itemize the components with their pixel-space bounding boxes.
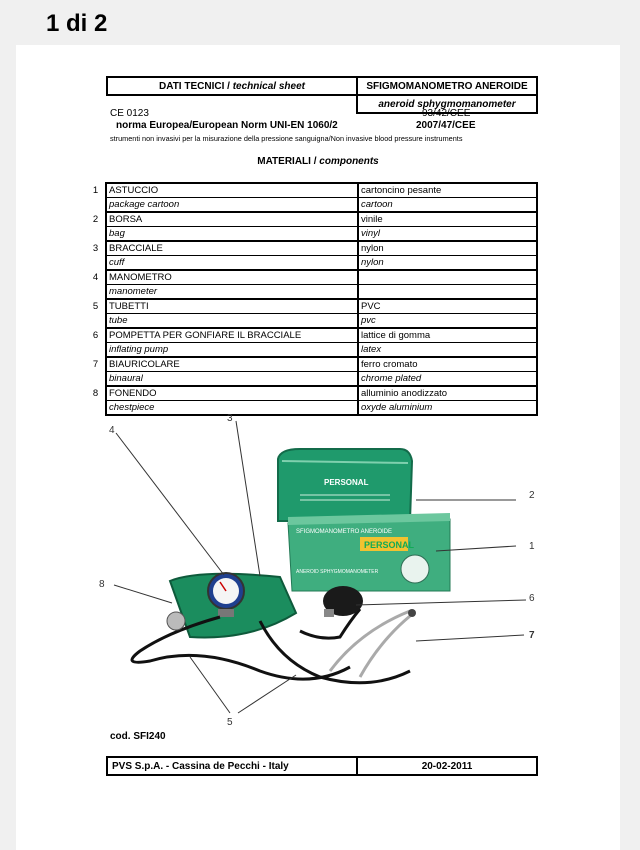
material-part-en: binaural xyxy=(106,372,358,387)
callout-6: 6 xyxy=(529,593,535,604)
material-number: 5 xyxy=(92,300,99,312)
material-part-it: TUBETTI xyxy=(106,299,358,314)
directive-1: 93/42/CEE xyxy=(422,108,471,119)
material-mat-en: latex xyxy=(358,343,537,358)
callout-lines xyxy=(16,45,620,850)
material-part-en: manometer xyxy=(106,285,358,300)
callout-3: 3 xyxy=(227,413,233,424)
material-mat-en: nylon xyxy=(358,256,537,271)
product-it: SFIGMOMANOMETRO ANEROIDE xyxy=(357,77,537,95)
product-en: aneroid sphygmomanometer xyxy=(357,95,537,113)
callout-7: 7 xyxy=(529,630,535,641)
material-part-it: FONENDO xyxy=(106,386,358,401)
material-number: 2 xyxy=(92,213,99,225)
material-mat-it: cartoncino pesante xyxy=(358,183,537,198)
callout-2: 2 xyxy=(529,490,535,501)
material-number: 7 xyxy=(92,358,99,370)
material-part-it: ASTUCCIO xyxy=(106,183,358,198)
material-number: 1 xyxy=(92,184,99,196)
material-mat-it: ferro cromato xyxy=(358,357,537,372)
material-part-it: BIAURICOLARE xyxy=(106,357,358,372)
title-sep: / xyxy=(224,80,233,92)
material-mat-it: lattice di gomma xyxy=(358,328,537,343)
material-mat-it: vinile xyxy=(358,212,537,227)
material-mat-en: chrome plated xyxy=(358,372,537,387)
material-mat-it: alluminio anodizzato xyxy=(358,386,537,401)
material-mat-en: vinyl xyxy=(358,227,537,242)
document-page xyxy=(16,45,620,850)
material-part-en: inflating pump xyxy=(106,343,358,358)
svg-text:PERSONAL: PERSONAL xyxy=(364,540,415,550)
material-part-en: cuff xyxy=(106,256,358,271)
components-title-en: components xyxy=(319,156,379,167)
footer-company: PVS S.p.A. - Cassina de Pecchi - Italy xyxy=(107,757,357,775)
footer-date: 20-02-2011 xyxy=(357,757,537,775)
callout-8: 8 xyxy=(99,579,105,590)
callout-5: 5 xyxy=(227,717,233,728)
description-text: strumenti non invasivi per la misurazione della pressione sanguigna/Non invasive blood pressure instruments xyxy=(110,134,463,143)
components-title-it: MATERIALI / xyxy=(257,156,317,167)
bag-brand: PERSONAL xyxy=(324,478,369,487)
ce-mark: CE 0123 xyxy=(110,108,149,119)
material-part-en: chestpiece xyxy=(106,401,358,416)
material-mat-en: cartoon xyxy=(358,198,537,213)
material-number: 8 xyxy=(92,387,99,399)
directive-2: 2007/47/CEE xyxy=(416,120,476,131)
material-number: 4 xyxy=(92,271,99,283)
material-mat-it: PVC xyxy=(358,299,537,314)
material-number: 6 xyxy=(92,329,99,341)
svg-text:ANEROID SPHYGMOMANOMETER: ANEROID SPHYGMOMANOMETER xyxy=(296,569,379,575)
material-part-en: tube xyxy=(106,314,358,329)
page-indicator: 1 di 2 xyxy=(46,10,108,37)
material-part-en: bag xyxy=(106,227,358,242)
material-part-it: BORSA xyxy=(106,212,358,227)
material-number: 3 xyxy=(92,242,99,254)
material-mat-en: oxyde aluminium xyxy=(358,401,537,416)
material-part-en: package cartoon xyxy=(106,198,358,213)
product-code: cod. SFI240 xyxy=(110,731,166,742)
title-en: technical sheet xyxy=(232,80,305,92)
material-part-it: BRACCIALE xyxy=(106,241,358,256)
material-mat-en: pvc xyxy=(358,314,537,329)
material-part-it: MANOMETRO xyxy=(106,270,358,285)
footer-table xyxy=(106,756,538,776)
material-part-it: POMPETTA PER GONFIARE IL BRACCIALE xyxy=(106,328,358,343)
svg-text:SFIGMOMANOMETRO ANEROIDE: SFIGMOMANOMETRO ANEROIDE xyxy=(296,529,393,535)
title-it: DATI TECNICI xyxy=(159,80,225,92)
callout-4: 4 xyxy=(109,425,115,436)
callout-1: 1 xyxy=(529,541,535,552)
norm-text: norma Europea/European Norm UNI-EN 1060/2 xyxy=(116,120,338,131)
material-mat-it: nylon xyxy=(358,241,537,256)
